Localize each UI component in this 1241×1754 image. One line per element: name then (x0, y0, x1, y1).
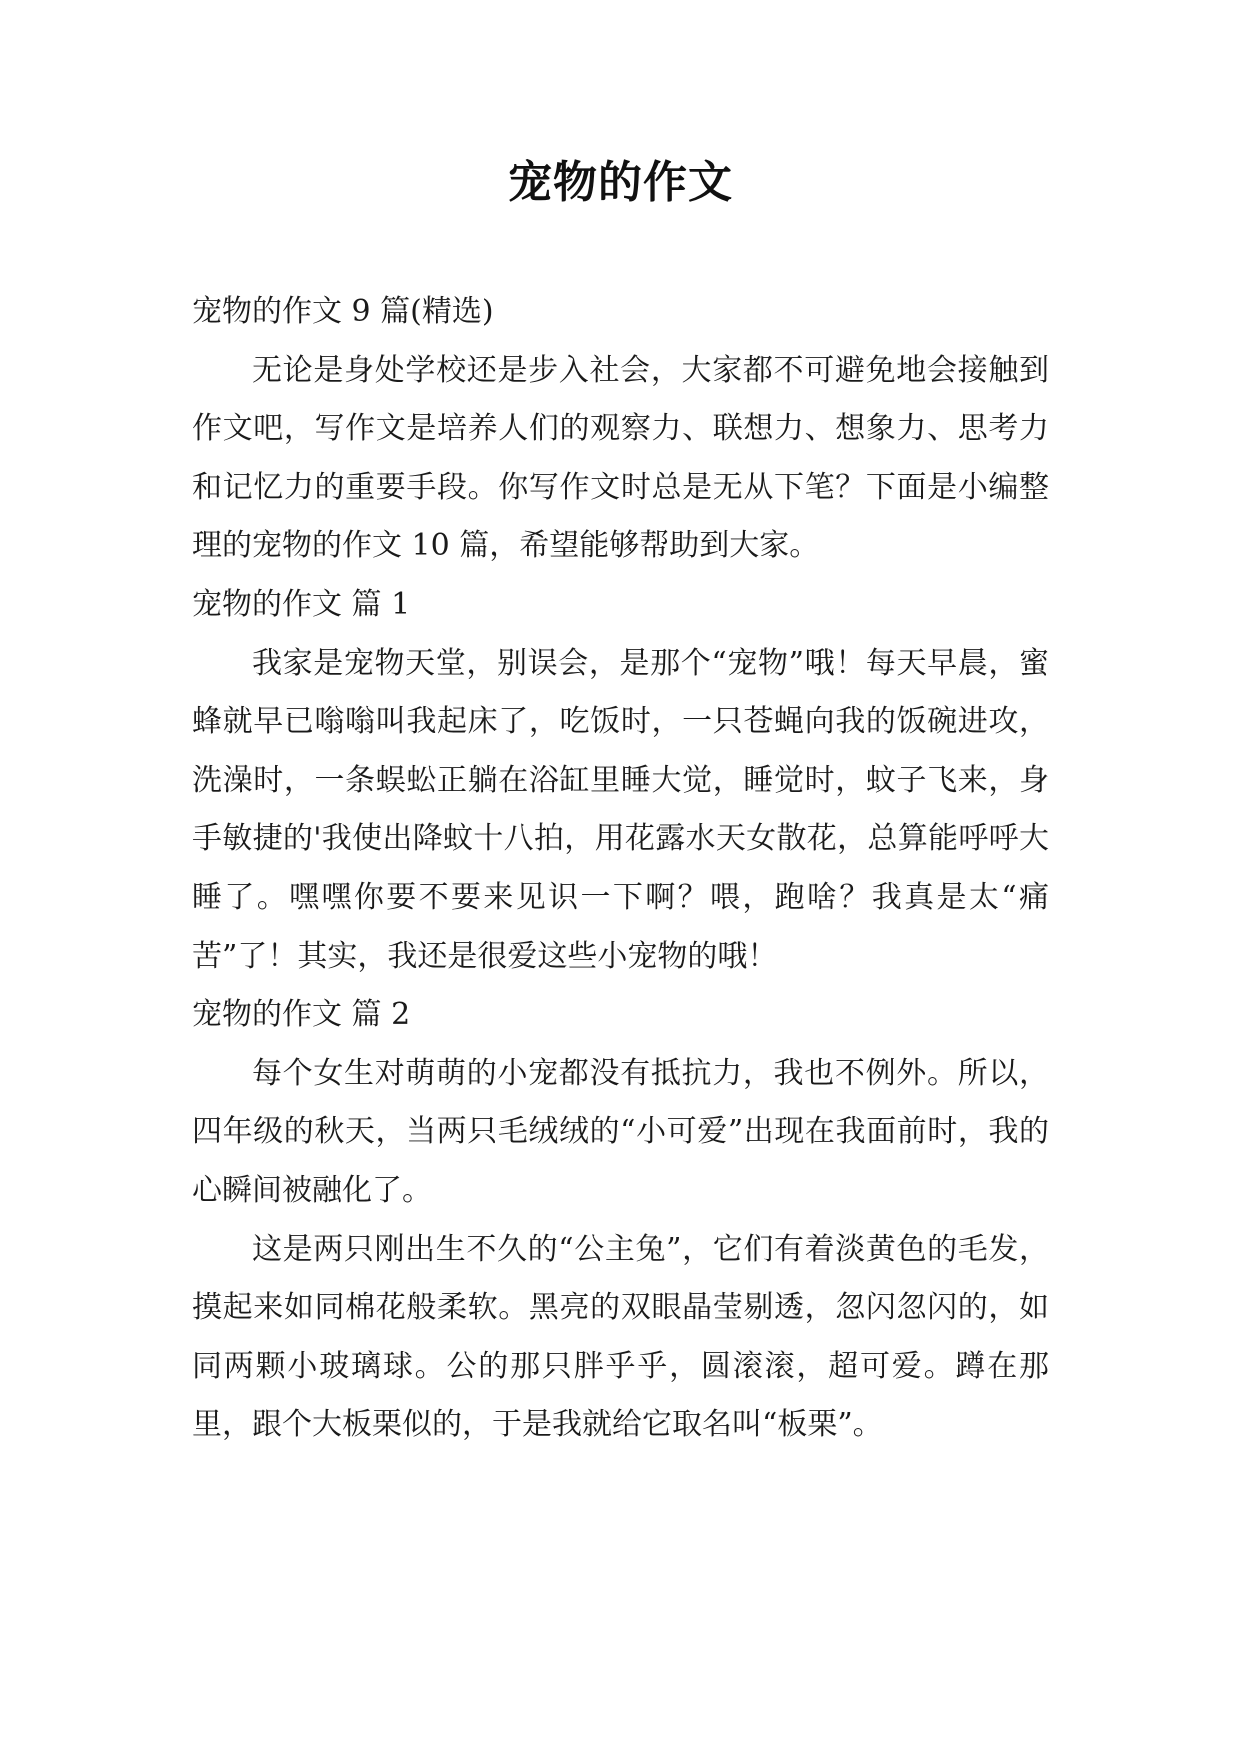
document-title: 宠物的作文 (508, 157, 733, 208)
section-2-paragraph-1: 每个女生对萌萌的小宠都没有抵抗力，我也不例外。所以，四年级的秋天，当两只毛绒绒的“小可爱”出现在我面前时，我的心瞬间被融化了。 (192, 1055, 1049, 1208)
section-heading-2: 宠物的作文 篇 2 (192, 997, 411, 1033)
document-subtitle: 宠物的作文 9 篇(精选) (192, 294, 494, 329)
intro-paragraph: 无论是身处学校还是步入社会，大家都不可避免地会接触到作文吧，写作文是培养人们的观察力、联想力、想象力、思考力和记忆力的重要手段。你写作文时总是无从下笔？下面是小编整理的宠物的作文 10 篇，希望能够帮助到大家。 (192, 352, 1049, 564)
section-heading-1: 宠物的作文 篇 1 (192, 586, 411, 622)
section-2-paragraph-2: 这是两只刚出生不久的“公主兔”，它们有着淡黄色的毛发，摸起来如同棉花般柔软。黑亮的双眼晶莹剔透，忽闪忽闪的，如同两颗小玻璃球。公的那只胖乎乎，圆滚滚，超可爱。蹲在那里，跟个大板栗似的，于是我就给它取名叫“板栗”。 (192, 1231, 1049, 1443)
section-1-paragraph-1: 我家是宠物天堂，别误会，是那个“宠物”哦！每天早晨，蜜蜂就早已嗡嗡叫我起床了，吃饭时，一只苍蝇向我的饭碗进攻，洗澡时，一条蜈蚣正躺在浴缸里睡大觉，睡觉时，蚊子飞来，身手敏捷的'我使出降蚊十八拍，用花露水天女散花，总算能呼呼大睡了。嘿嘿你要不要来见识一下啊？喂，跑啥？我真是太“痛苦”了！其实，我还是很爱这些小宠物的哦！ (192, 645, 1049, 974)
document-body (192, 283, 1049, 1455)
